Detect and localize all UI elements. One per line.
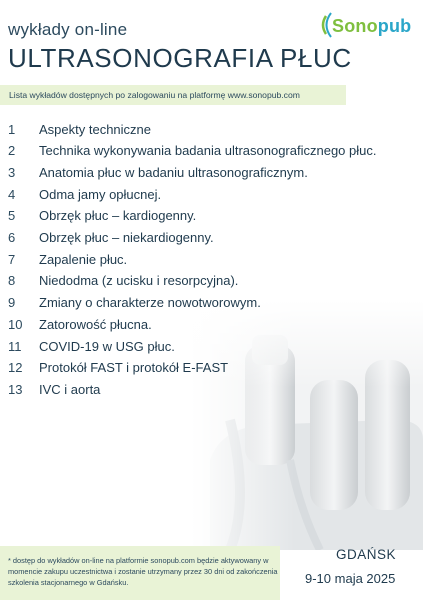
event-date: 9-10 maja 2025: [305, 571, 396, 586]
item-title: COVID-19 w USG płuc.: [39, 338, 175, 354]
item-title: Zapalenie płuc.: [39, 251, 128, 267]
list-item: [8, 140, 423, 162]
item-number: 8: [8, 273, 16, 289]
footnote-box: [0, 546, 280, 600]
item-number: 9: [8, 295, 16, 311]
item-number: 4: [8, 186, 16, 202]
sonopub-logo: [318, 10, 418, 40]
info-banner: [0, 85, 346, 105]
page-title: ULTRASONOGRAFIA PŁUC: [8, 43, 352, 73]
item-number: 6: [8, 230, 16, 245]
item-number: 2: [8, 143, 16, 159]
item-number: 13: [8, 381, 23, 397]
list-item: [8, 270, 423, 292]
item-title: Technika wykonywania badania ultrasonograficznego płuc.: [39, 143, 377, 159]
list-item: [8, 357, 423, 379]
item-number: 5: [8, 208, 16, 224]
item-title: Odma jamy opłucnej.: [39, 186, 162, 202]
banner-text: Lista wykładów dostępnych po zalogowaniu na platformę www.sonopub.com: [9, 90, 300, 100]
list-item: [8, 227, 423, 249]
list-item: [8, 313, 423, 335]
item-number: 10: [8, 316, 23, 332]
list-item: [8, 183, 423, 205]
item-title: Zmiany o charakterze nowotworowym.: [39, 295, 261, 311]
item-number: 11: [8, 338, 22, 354]
list-item: [8, 378, 423, 400]
list-item: [8, 161, 423, 183]
logo-text-pub: pub: [377, 16, 412, 36]
item-number: 1: [8, 121, 16, 137]
item-title: IVC i aorta: [39, 381, 101, 397]
item-number: 3: [8, 164, 16, 180]
list-item: [8, 248, 423, 270]
item-title: Niedodma (z ucisku i resorpcyjna).: [39, 273, 239, 289]
item-title: Protokół FAST i protokół E-FAST: [39, 360, 229, 376]
list-item: [8, 205, 423, 227]
list-item: [8, 292, 423, 314]
event-city: GDAŃSK: [336, 547, 397, 562]
item-title: Anatomia płuc w badaniu ultrasonograficznym.: [39, 164, 308, 180]
footnote-text: * dostęp do wykładów on-line na platformie sonopub.com będzie aktywowany w momencie zakupu uczestnictwa i zostanie utrzymany przez 30 dni od zakończenia szkolenia stacjonarnego w Gdańsku.: [8, 556, 278, 587]
item-title: Zatorowość płucna.: [39, 316, 152, 332]
item-title: Obrzęk płuc – kardiogenny.: [39, 208, 197, 224]
item-number: 7: [8, 251, 16, 267]
item-title: Obrzęk płuc – niekardiogenny.: [39, 230, 214, 245]
item-number: 12: [8, 360, 23, 376]
list-item: [8, 118, 423, 140]
logo-text-sono: Sono: [332, 16, 378, 36]
item-title: Aspekty techniczne: [39, 121, 152, 137]
header-subtitle: wykłady on-line: [8, 20, 128, 39]
list-item: [8, 335, 423, 357]
